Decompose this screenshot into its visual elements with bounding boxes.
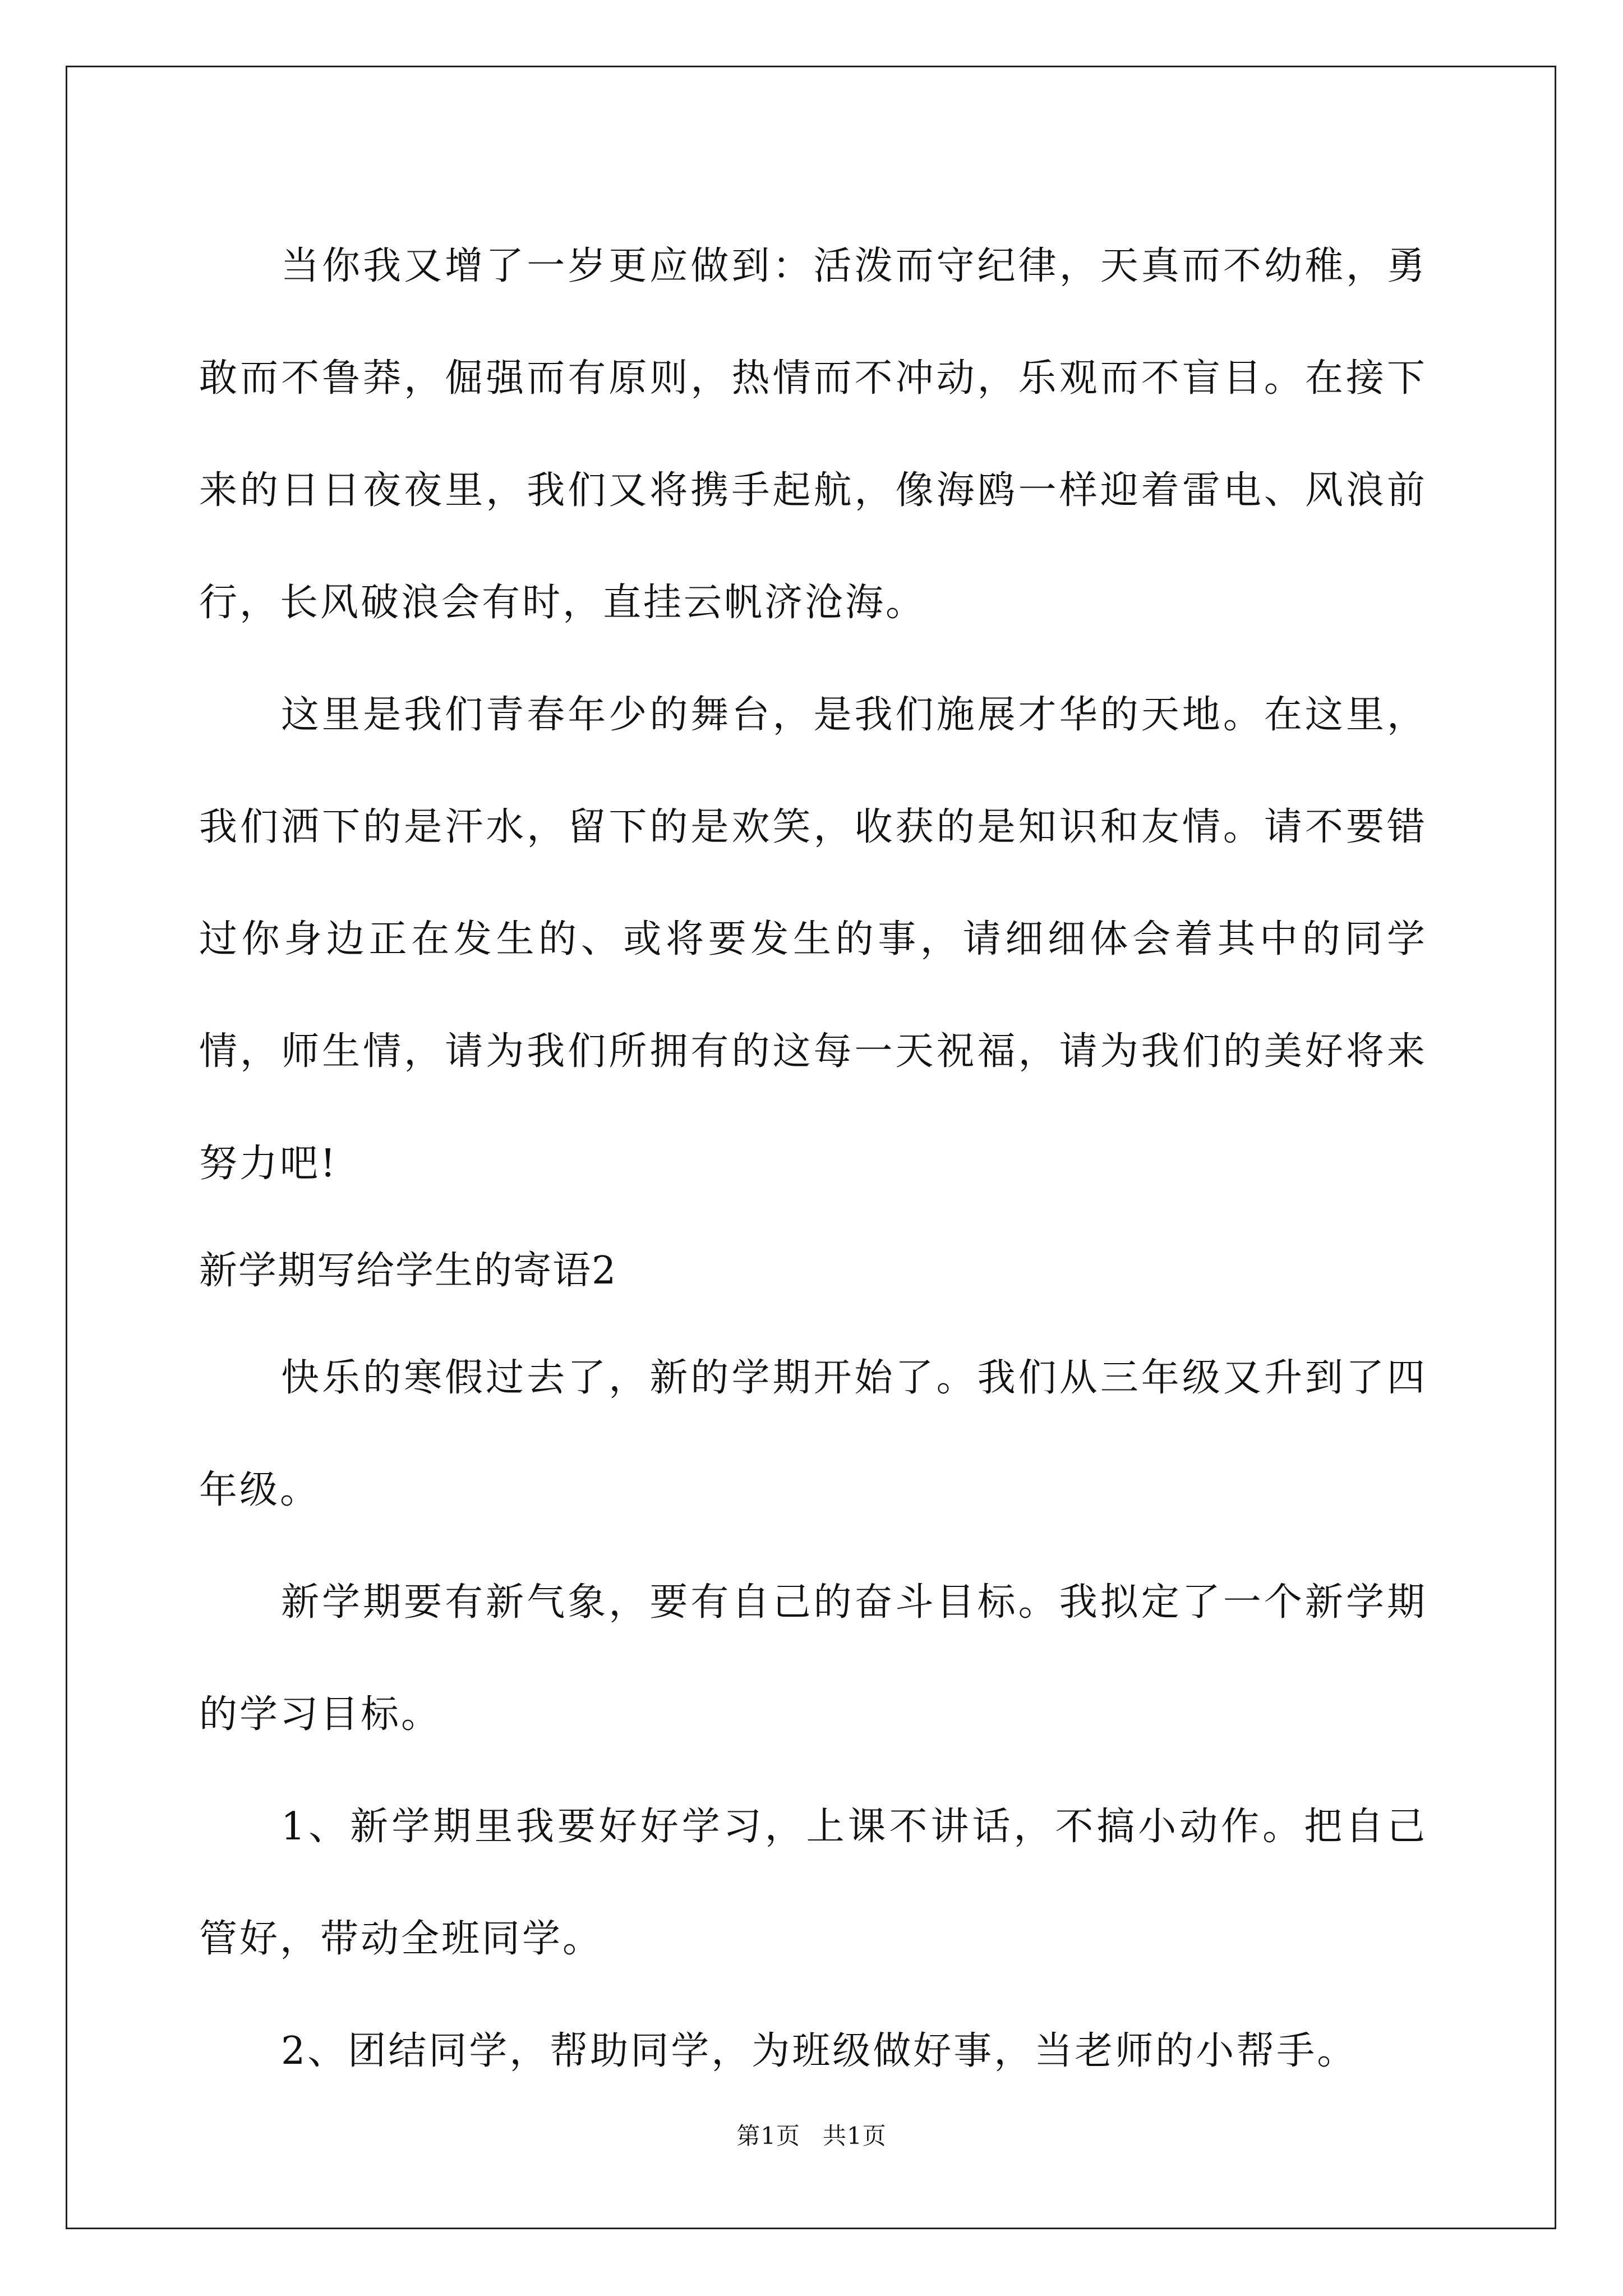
section-heading: 新学期写给学生的寄语2 [199,1249,617,1293]
page-number: 第1页 [736,2122,800,2150]
paragraph: 当你我又增了一岁更应做到：活泼而守纪律，天真而不幼稚，勇敢而不鲁莽，倔强而有原则，热情而不冲动，乐观而不盲目。在接下来的日日夜夜里，我们又将携手起航，像海鸥一样迎着雷电、风浪前行，长风破浪会有时，直挂云帆济沧海。 [199,244,1427,625]
paragraph: 新学期要有新气象，要有自己的奋斗目标。我拟定了一个新学期的学习目标。 [199,1580,1427,1737]
paragraph: 快乐的寒假过去了，新的学期开始了。我们从三年级又升到了四年级。 [199,1356,1427,1512]
paragraph: 2、团结同学，帮助同学，为班级做好事，当老师的小帮手。 [281,2029,1358,2073]
paragraph: 这里是我们青春年少的舞台，是我们施展才华的天地。在这里，我们洒下的是汗水，留下的是欢笑，收获的是知识和友情。请不要错过你身边正在发生的、或将要发生的事，请细细体会着其中的同学情，师生情，请为我们所拥有的这每一天祝福，请为我们的美好将来努力吧! [199,693,1427,1186]
document-body [199,210,1427,2108]
page-total: 共1页 [823,2122,887,2150]
page-footer [0,2118,1623,2151]
paragraph: 1、新学期里我要好好学习，上课不讲话，不搞小动作。把自己管好，带动全班同学。 [199,1805,1427,1961]
